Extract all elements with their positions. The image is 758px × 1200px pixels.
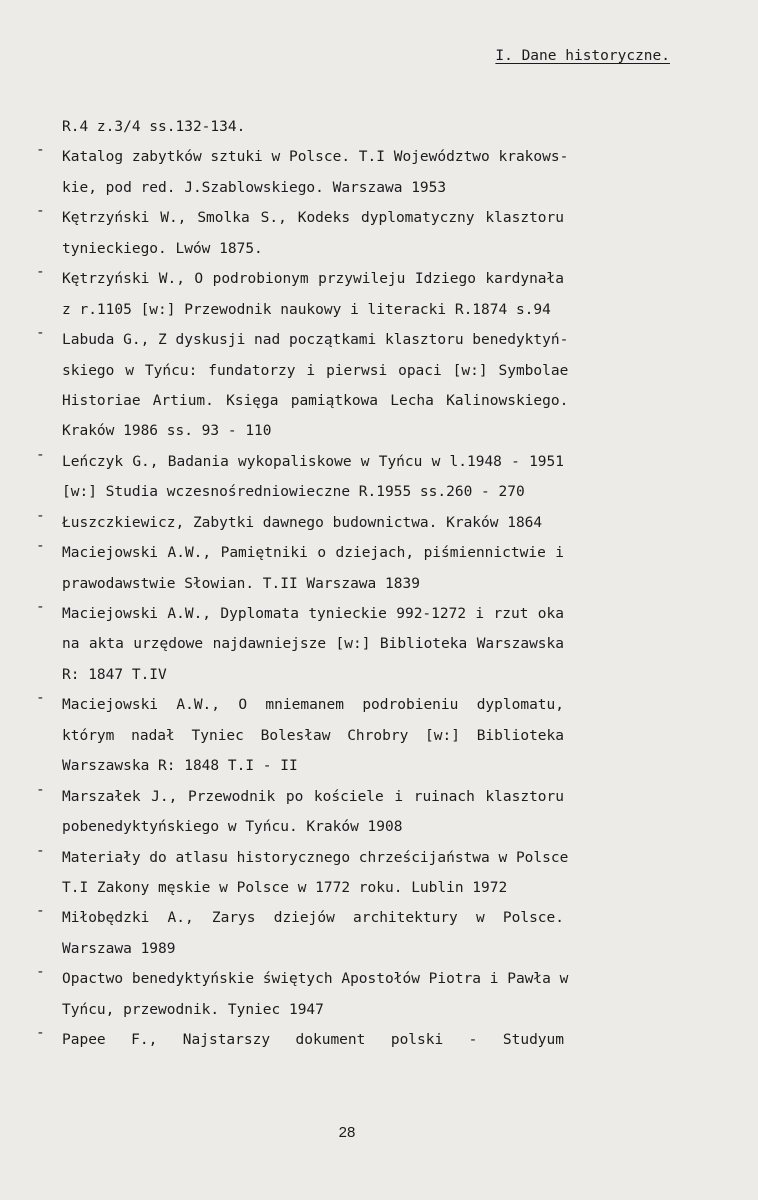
entry-line: Tyńcu, przewodnik. Tyniec 1947 [62,1001,324,1018]
page-number: 28 [338,1124,356,1141]
bibliography-entry [36,264,564,325]
entry-text [62,142,568,203]
entry-line: na akta urzędowe najdawniejsze [w:] Biblioteka Warszawska [62,636,564,653]
bibliography-entry [36,1025,564,1055]
entry-line: Warszawa 1989 [62,940,176,957]
entry-text [62,843,568,904]
entry-line: skiego w Tyńcu: fundatorzy i pierwsi opaci [w:] Symbolae [62,362,569,379]
entry-text [62,782,564,843]
bibliography-entry [36,112,564,142]
entry-dash: - [36,142,45,159]
entry-line: Opactwo benedyktyńskie świętych Apostołów Piotra i Pawła w [62,971,569,988]
entry-line: tynieckiego. Lwów 1875. [62,240,263,257]
bibliography-entry [36,903,564,964]
bibliography-entry [36,842,569,904]
bibliography-entry [36,203,564,264]
bibliography-entry [36,447,564,508]
bibliography-entry [36,690,564,781]
entry-line: Miłobędzki A., Zarys dziejów architektury w Polsce. [62,910,564,927]
entry-line: Labuda G., Z dyskusji nad początkami klasztoru benedyktyń- [62,332,569,349]
entry-line: Kraków 1986 ss. 93 - 110 [62,423,272,440]
entry-text [62,1025,564,1055]
entry-dash: - [36,446,45,463]
bibliography-entry [36,508,564,538]
bibliography-entry [36,325,569,447]
entry-line: Kętrzyński W., Smolka S., Kodeks dyplomatyczny klasztoru [62,210,564,227]
entry-line: pobenedyktyńskiego w Tyńcu. Kraków 1908 [62,819,403,836]
entry-line: Papee F., Najstarszy dokument polski - Studyum [62,1032,564,1049]
entry-dash: - [36,781,45,798]
entry-line: Leńczyk G., Badania wykopaliskowe w Tyńcu w l.1948 - 1951 [62,453,564,470]
entry-line: Łuszczkiewicz, Zabytki dawnego budownictwa. Kraków 1864 [62,514,543,531]
entry-dash [36,112,62,142]
entry-line: Marszałek J., Przewodnik po kościele i ruinach klasztoru [62,788,564,805]
entry-line: [w:] Studia wczesnośredniowieczne R.1955 ss.260 - 270 [62,484,525,501]
entry-dash: - [36,325,45,342]
entry-line: Warszawska R: 1848 T.I - II [62,758,298,775]
bibliography-entry [36,142,569,203]
entry-dash: - [36,264,45,281]
entry-text [62,538,564,599]
entry-text [62,325,568,447]
entry-dash: - [36,842,45,859]
entry-line: kie, pod red. J.Szablowskiego. Warszawa 1953 [62,179,447,196]
entry-dash: - [36,599,45,615]
entry-line: Materiały do atlasu historycznego chrześcijaństwa w Polsce [62,849,569,866]
entry-line: Historiae Artium. Księga pamiątkowa Lecha Kalinowskiego. [62,392,569,409]
bibliography-entry [36,782,564,843]
entry-dash: - [36,690,45,707]
entry-dash: - [36,964,45,981]
entry-dash: - [36,1025,45,1042]
entry-line: Maciejowski A.W., Pamiętniki o dziejach, piśmiennictwie i [62,545,564,562]
entry-line: R.4 z.3/4 ss.132-134. [62,119,246,135]
entry-line: Maciejowski A.W., Dyplomata tynieckie 992-1272 i rzut oka [62,606,564,622]
entry-line: Kętrzyński W., O podrobionym przywileju Idziego kardynała [62,271,564,288]
entry-text [62,112,564,142]
bibliography-list [36,112,569,1056]
entry-text [62,203,564,264]
entry-line: prawodawstwie Słowian. T.II Warszawa 1839 [62,575,420,592]
entry-text [62,264,564,325]
entry-line: Maciejowski A.W., O mniemanem podrobieniu dyplomatu, [62,697,564,714]
bibliography-entry [36,599,564,690]
entry-text [62,508,564,538]
entry-dash: - [36,538,45,555]
entry-dash: - [36,203,45,220]
entry-line: z r.1105 [w:] Przewodnik naukowy i literacki R.1874 s.94 [62,301,551,318]
entry-line: którym nadał Tyniec Bolesław Chrobry [w:] Biblioteka [62,727,564,744]
entry-text [62,903,564,964]
entry-text [62,599,564,690]
running-header: I. Dane historyczne. [495,48,670,64]
entry-line: R: 1847 T.IV [62,666,167,683]
entry-dash: - [36,507,45,524]
entry-line: T.I Zakony męskie w Polsce w 1772 roku. Lublin 1972 [62,879,508,896]
entry-text [62,447,564,508]
bibliography-entry [36,964,569,1025]
entry-line: Katalog zabytków sztuki w Polsce. T.I Województwo krakows- [62,149,569,166]
entry-dash: - [36,903,45,920]
entry-text [62,690,564,781]
entry-text [62,964,568,1025]
bibliography-entry [36,538,564,599]
